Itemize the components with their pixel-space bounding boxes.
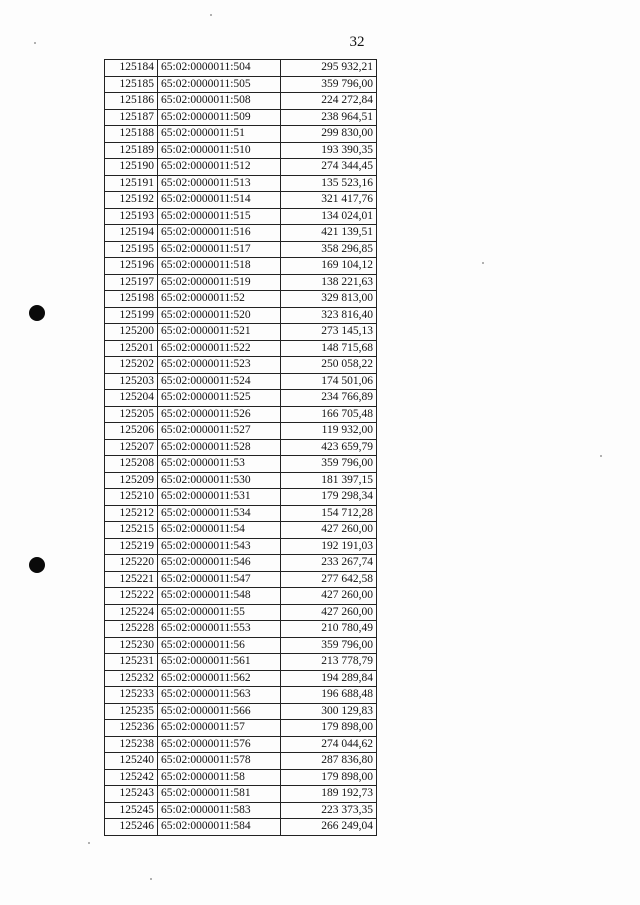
cadastral-number-cell: 65:02:0000011:522 [158,340,281,357]
record-number-cell: 125197 [105,274,158,291]
cadastral-number-cell: 65:02:0000011:581 [158,786,281,803]
record-number-cell: 125210 [105,489,158,506]
table-row [105,307,377,324]
value-cell: 274 344,45 [281,159,377,176]
table-row [105,423,377,440]
value-cell: 299 830,00 [281,126,377,143]
table-row [105,571,377,588]
table-row [105,621,377,638]
table-row [105,340,377,357]
record-number-cell: 125240 [105,753,158,770]
cadastral-number-cell: 65:02:0000011:527 [158,423,281,440]
record-number-cell: 125236 [105,720,158,737]
value-cell: 359 796,00 [281,76,377,93]
record-number-cell: 125184 [105,60,158,77]
record-number-cell: 125203 [105,373,158,390]
table-row [105,637,377,654]
value-cell: 358 296,85 [281,241,377,258]
value-cell: 223 373,35 [281,802,377,819]
value-cell: 196 688,48 [281,687,377,704]
table-row [105,192,377,209]
table-row [105,736,377,753]
table-row [105,274,377,291]
value-cell: 427 260,00 [281,604,377,621]
cadastral-number-cell: 65:02:0000011:52 [158,291,281,308]
record-number-cell: 125208 [105,456,158,473]
table-row [105,670,377,687]
value-cell: 300 129,83 [281,703,377,720]
table-row [105,769,377,786]
scan-speck [34,42,36,44]
table-row [105,522,377,539]
value-cell: 213 778,79 [281,654,377,671]
cadastral-number-cell: 65:02:0000011:51 [158,126,281,143]
cadastral-number-cell: 65:02:0000011:553 [158,621,281,638]
value-cell: 277 642,58 [281,571,377,588]
cadastral-number-cell: 65:02:0000011:517 [158,241,281,258]
cadastral-table [104,59,377,836]
record-number-cell: 125187 [105,109,158,126]
cadastral-number-cell: 65:02:0000011:563 [158,687,281,704]
record-number-cell: 125224 [105,604,158,621]
table-row [105,819,377,836]
cadastral-number-cell: 65:02:0000011:512 [158,159,281,176]
cadastral-number-cell: 65:02:0000011:546 [158,555,281,572]
table-row [105,60,377,77]
scan-speck [482,262,484,264]
cadastral-number-cell: 65:02:0000011:530 [158,472,281,489]
table-row [105,109,377,126]
record-number-cell: 125222 [105,588,158,605]
cadastral-number-cell: 65:02:0000011:56 [158,637,281,654]
scan-speck [210,14,212,16]
value-cell: 179 898,00 [281,769,377,786]
table-row [105,687,377,704]
table-row [105,225,377,242]
table-row [105,406,377,423]
value-cell: 423 659,79 [281,439,377,456]
record-number-cell: 125193 [105,208,158,225]
table-row [105,175,377,192]
table-row [105,357,377,374]
scan-speck [88,842,90,844]
record-number-cell: 125206 [105,423,158,440]
table-row [105,753,377,770]
record-number-cell: 125198 [105,291,158,308]
record-number-cell: 125199 [105,307,158,324]
table-row [105,93,377,110]
table-row [105,142,377,159]
table-row [105,439,377,456]
record-number-cell: 125245 [105,802,158,819]
record-number-cell: 125215 [105,522,158,539]
record-number-cell: 125192 [105,192,158,209]
table-row [105,703,377,720]
cadastral-number-cell: 65:02:0000011:525 [158,390,281,407]
value-cell: 210 780,49 [281,621,377,638]
cadastral-number-cell: 65:02:0000011:515 [158,208,281,225]
punch-hole [29,305,45,321]
record-number-cell: 125231 [105,654,158,671]
cadastral-table-body [105,60,377,836]
table-row [105,555,377,572]
value-cell: 179 898,00 [281,720,377,737]
value-cell: 193 390,35 [281,142,377,159]
value-cell: 189 192,73 [281,786,377,803]
value-cell: 266 249,04 [281,819,377,836]
record-number-cell: 125196 [105,258,158,275]
table-row [105,720,377,737]
table-row [105,208,377,225]
record-number-cell: 125195 [105,241,158,258]
value-cell: 166 705,48 [281,406,377,423]
value-cell: 287 836,80 [281,753,377,770]
record-number-cell: 125228 [105,621,158,638]
record-number-cell: 125188 [105,126,158,143]
value-cell: 224 272,84 [281,93,377,110]
table-row [105,291,377,308]
table-row [105,802,377,819]
cadastral-number-cell: 65:02:0000011:547 [158,571,281,588]
table-row [105,472,377,489]
table-row [105,390,377,407]
cadastral-number-cell: 65:02:0000011:504 [158,60,281,77]
value-cell: 181 397,15 [281,472,377,489]
value-cell: 250 058,22 [281,357,377,374]
record-number-cell: 125220 [105,555,158,572]
table-row [105,159,377,176]
cadastral-number-cell: 65:02:0000011:524 [158,373,281,390]
value-cell: 274 044,62 [281,736,377,753]
value-cell: 427 260,00 [281,588,377,605]
record-number-cell: 125233 [105,687,158,704]
cadastral-number-cell: 65:02:0000011:509 [158,109,281,126]
value-cell: 323 816,40 [281,307,377,324]
table-row [105,76,377,93]
value-cell: 234 766,89 [281,390,377,407]
cadastral-number-cell: 65:02:0000011:531 [158,489,281,506]
cadastral-number-cell: 65:02:0000011:55 [158,604,281,621]
cadastral-number-cell: 65:02:0000011:534 [158,505,281,522]
value-cell: 138 221,63 [281,274,377,291]
record-number-cell: 125205 [105,406,158,423]
cadastral-number-cell: 65:02:0000011:578 [158,753,281,770]
cadastral-number-cell: 65:02:0000011:54 [158,522,281,539]
record-number-cell: 125209 [105,472,158,489]
value-cell: 273 145,13 [281,324,377,341]
value-cell: 174 501,06 [281,373,377,390]
table-row [105,786,377,803]
table-row [105,588,377,605]
value-cell: 329 813,00 [281,291,377,308]
value-cell: 179 298,34 [281,489,377,506]
table-row [105,241,377,258]
cadastral-number-cell: 65:02:0000011:58 [158,769,281,786]
value-cell: 295 932,21 [281,60,377,77]
record-number-cell: 125207 [105,439,158,456]
cadastral-number-cell: 65:02:0000011:561 [158,654,281,671]
value-cell: 359 796,00 [281,456,377,473]
record-number-cell: 125202 [105,357,158,374]
value-cell: 427 260,00 [281,522,377,539]
cadastral-number-cell: 65:02:0000011:519 [158,274,281,291]
cadastral-number-cell: 65:02:0000011:583 [158,802,281,819]
table-row [105,538,377,555]
record-number-cell: 125190 [105,159,158,176]
cadastral-number-cell: 65:02:0000011:516 [158,225,281,242]
cadastral-number-cell: 65:02:0000011:53 [158,456,281,473]
record-number-cell: 125232 [105,670,158,687]
value-cell: 135 523,16 [281,175,377,192]
value-cell: 134 024,01 [281,208,377,225]
cadastral-number-cell: 65:02:0000011:505 [158,76,281,93]
value-cell: 194 289,84 [281,670,377,687]
table-row [105,258,377,275]
table-row [105,604,377,621]
cadastral-number-cell: 65:02:0000011:514 [158,192,281,209]
record-number-cell: 125221 [105,571,158,588]
value-cell: 148 715,68 [281,340,377,357]
record-number-cell: 125246 [105,819,158,836]
cadastral-number-cell: 65:02:0000011:518 [158,258,281,275]
table-row [105,456,377,473]
record-number-cell: 125194 [105,225,158,242]
scan-speck [600,455,602,457]
cadastral-number-cell: 65:02:0000011:520 [158,307,281,324]
value-cell: 421 139,51 [281,225,377,242]
cadastral-number-cell: 65:02:0000011:576 [158,736,281,753]
value-cell: 192 191,03 [281,538,377,555]
cadastral-number-cell: 65:02:0000011:528 [158,439,281,456]
table-row [105,654,377,671]
value-cell: 119 932,00 [281,423,377,440]
record-number-cell: 125238 [105,736,158,753]
cadastral-number-cell: 65:02:0000011:523 [158,357,281,374]
record-number-cell: 125212 [105,505,158,522]
table-row [105,373,377,390]
value-cell: 233 267,74 [281,555,377,572]
record-number-cell: 125186 [105,93,158,110]
cadastral-number-cell: 65:02:0000011:584 [158,819,281,836]
page-number: 32 [349,34,365,50]
cadastral-number-cell: 65:02:0000011:513 [158,175,281,192]
record-number-cell: 125185 [105,76,158,93]
record-number-cell: 125242 [105,769,158,786]
record-number-cell: 125189 [105,142,158,159]
table-row [105,126,377,143]
value-cell: 359 796,00 [281,637,377,654]
record-number-cell: 125219 [105,538,158,555]
cadastral-number-cell: 65:02:0000011:562 [158,670,281,687]
cadastral-number-cell: 65:02:0000011:566 [158,703,281,720]
record-number-cell: 125201 [105,340,158,357]
cadastral-number-cell: 65:02:0000011:548 [158,588,281,605]
cadastral-number-cell: 65:02:0000011:526 [158,406,281,423]
record-number-cell: 125235 [105,703,158,720]
value-cell: 169 104,12 [281,258,377,275]
record-number-cell: 125200 [105,324,158,341]
cadastral-number-cell: 65:02:0000011:57 [158,720,281,737]
table-row [105,324,377,341]
cadastral-number-cell: 65:02:0000011:508 [158,93,281,110]
table-row [105,489,377,506]
record-number-cell: 125191 [105,175,158,192]
record-number-cell: 125230 [105,637,158,654]
value-cell: 238 964,51 [281,109,377,126]
record-number-cell: 125204 [105,390,158,407]
value-cell: 321 417,76 [281,192,377,209]
cadastral-number-cell: 65:02:0000011:543 [158,538,281,555]
cadastral-number-cell: 65:02:0000011:510 [158,142,281,159]
scan-speck [150,878,152,880]
value-cell: 154 712,28 [281,505,377,522]
record-number-cell: 125243 [105,786,158,803]
table-row [105,505,377,522]
cadastral-number-cell: 65:02:0000011:521 [158,324,281,341]
punch-hole [29,557,45,573]
